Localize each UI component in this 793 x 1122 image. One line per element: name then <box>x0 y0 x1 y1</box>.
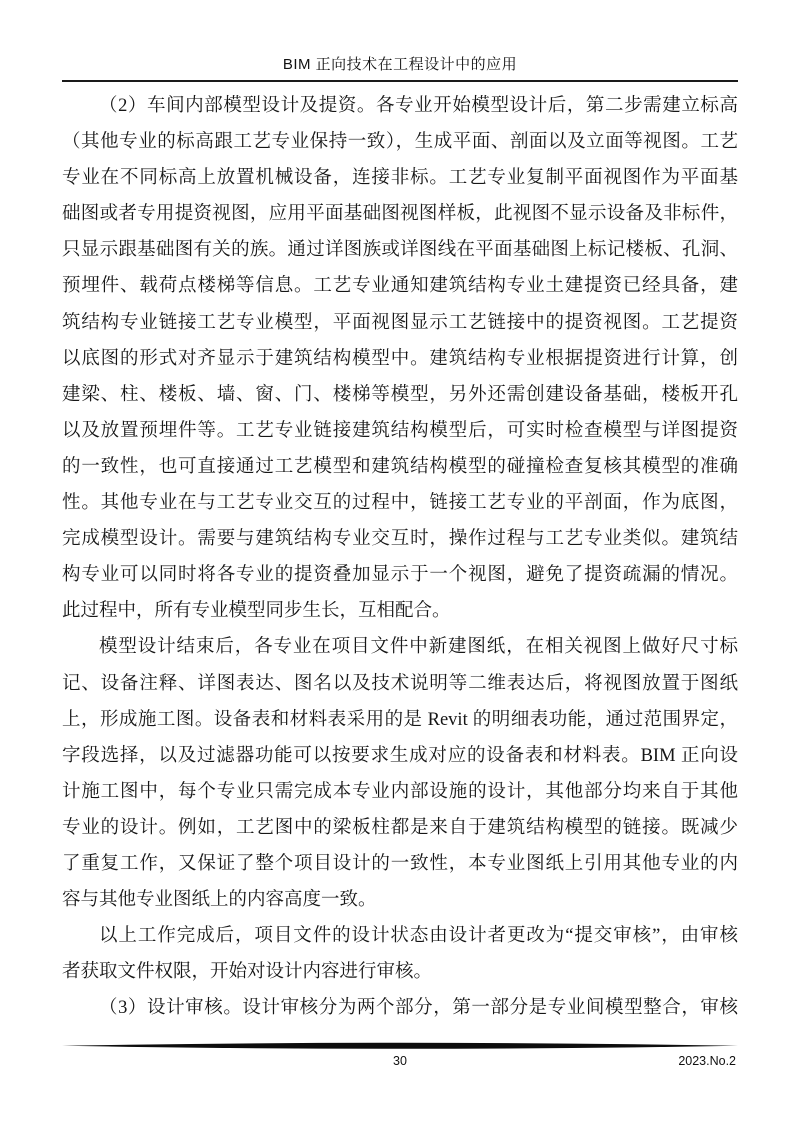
text-line: 以及放置预埋件等。工艺专业链接建筑结构模型后，可实时检查模型与详图提资 <box>62 420 738 441</box>
page-number: 30 <box>393 1054 407 1068</box>
text-line: 础图或者专用提资视图，应用平面基础图视图样板，此视图不显示设备及非标件， <box>62 204 738 225</box>
text-line: 只显示跟基础图有关的族。通过详图族或详图线在平面基础图上标记楼板、孔洞、 <box>62 240 738 261</box>
text-line: 了重复工作，又保证了整个项目设计的一致性，本专业图纸上引用其他专业的内 <box>62 853 738 874</box>
footer-row <box>62 1054 738 1070</box>
running-head-title: BIM 正向技术在工程设计中的应用 <box>282 56 518 73</box>
text-line: 构专业可以同时将各专业的提资叠加显示于一个视图，避免了提资疏漏的情况。 <box>62 565 738 586</box>
text-line: （2）车间内部模型设计及提资。各专业开始模型设计后，第二步需建立标高 <box>99 96 738 116</box>
text-line: 性。其他专业在与工艺专业交互的过程中，链接工艺专业的平剖面，作为底图， <box>62 493 738 514</box>
page-footer <box>62 1042 738 1070</box>
text-line: 以底图的形式对齐显示于建筑结构模型中。建筑结构专业根据提资进行计算，创 <box>62 348 738 369</box>
page-header <box>62 54 738 82</box>
text-line: 专业的设计。例如，工艺图中的梁板柱都是来自于建筑结构模型的链接。既减少 <box>62 817 738 838</box>
text-line: （其他专业的标高跟工艺专业保持一致），生成平面、剖面以及立面等视图。工艺 <box>62 132 738 153</box>
text-line: 者获取文件权限，开始对设计内容进行审核。 <box>62 962 433 983</box>
text-line: 专业在不同标高上放置机械设备，连接非标。工艺专业复制平面视图作为平面基 <box>62 168 738 189</box>
body-text <box>62 88 738 1026</box>
text-line: 上，形成施工图。设备表和材料表采用的是 Revit 的明细表功能，通过范围界定， <box>62 709 738 730</box>
text-line: 预埋件、载荷点楼梯等信息。工艺专业通知建筑结构专业土建提资已经具备，建 <box>62 276 738 297</box>
text-line: 模型设计结束后，各专业在项目文件中新建图纸，在相关视图上做好尺寸标 <box>99 637 738 658</box>
issue-label: 2023.No.2 <box>678 1054 736 1068</box>
text-line: 字段选择，以及过滤器功能可以按要求生成对应的设备表和材料表。BIM 正向设 <box>62 745 738 766</box>
text-line: 以上工作完成后，项目文件的设计状态由设计者更改为“提交审核”，由审核 <box>99 926 738 947</box>
footer-rule <box>62 1042 738 1050</box>
text-line: 建梁、柱、楼板、墙、窗、门、楼梯等模型，另外还需创建设备基础，楼板开孔 <box>62 384 738 405</box>
text-line: 记、设备注释、详图表达、图名以及技术说明等二维表达后，将视图放置于图纸 <box>62 673 738 694</box>
header-rule <box>62 80 738 82</box>
text-line: 筑结构专业链接工艺专业模型，平面视图显示工艺链接中的提资视图。工艺提资 <box>62 312 738 333</box>
text-line: 容与其他专业图纸上的内容高度一致。 <box>62 890 377 911</box>
text-line: 计施工图中，每个专业只需完成本专业内部设施的设计，其他部分均来自于其他 <box>62 781 738 802</box>
text-line: 此过程中，所有专业模型同步生长，互相配合。 <box>62 601 451 622</box>
text-line: （3）设计审核。设计审核分为两个部分，第一部分是专业间模型整合，审核 <box>99 998 738 1019</box>
text-line: 完成模型设计。需要与建筑结构专业交互时，操作过程与工艺专业类似。建筑结 <box>62 529 738 550</box>
text-line: 的一致性，也可直接通过工艺模型和建筑结构模型的碰撞检查复核其模型的准确 <box>62 456 738 477</box>
